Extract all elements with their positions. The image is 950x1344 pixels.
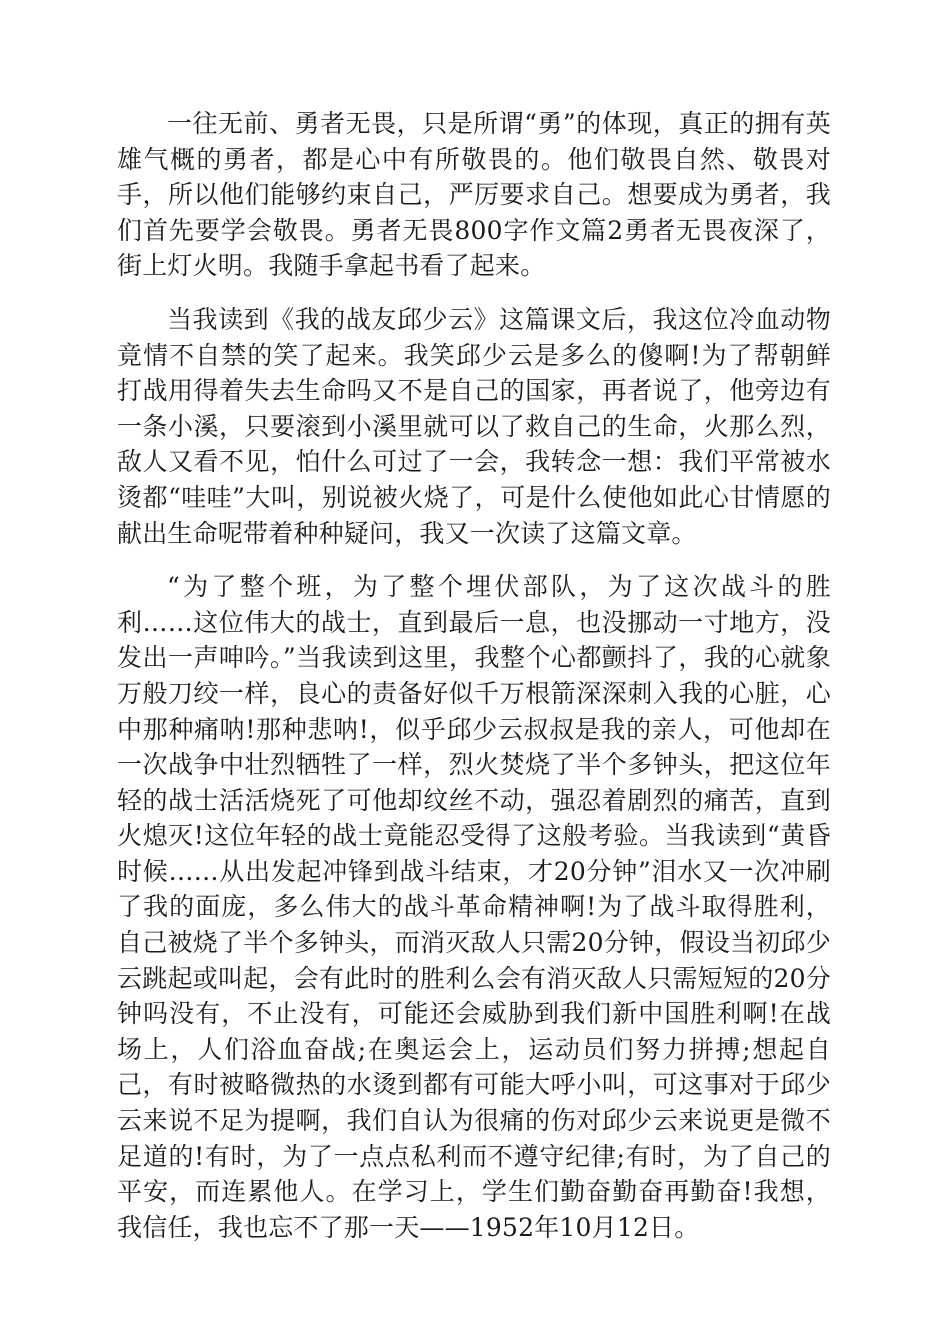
paragraph-3: “为了整个班，为了整个埋伏部队，为了这次战斗的胜利……这位伟大的战士，直到最后一息，也没挪动一寸地方，没发出一声呻吟。”当我读到这里，我整个心都颤抖了，我的心就象万般刀绞一样，良心的责备好似千万根箭深深刺入我的心脏，心中那种痛呐!那种悲呐!，似乎邱少云叔叔是我的亲人，可他却在一次战争中壮烈牺牲了一样，烈火焚烧了半个多钟头，把这位年轻的战士活活烧死了可他却纹丝不动，强忍着剧烈的痛苦，直到火熄灭!这位年轻的战士竟能忍受得了这般考验。当我读到“黄昏时候……从出发起冲锋到战斗结束，才20分钟”泪水又一次冲刷了我的面庞，多么伟大的战斗革命精神啊!为了战斗取得胜利，自己被烧了半个多钟头，而消灭敌人只需20分钟，假设当初邱少云跳起或叫起，会有此时的胜利么会有消灭敌人只需短短的20分钟吗没有，不止没有，可能还会威胁到我们新中国胜利啊!在战场上，人们浴血奋战;在奥运会上，运动员们努力拼搏;想起自己，有时被略微热的水烫到都有可能大呼小叫，可这事对于邱少云来说不足为提啊，我们自认为很痛的伤对邱少云来说更是微不足道的!有时，为了一点点私利而不遵守纪律;有时，为了自己的平安，而连累他人。在学习上，学生们勤奋勤奋再勤奋!我想，我信任，我也忘不了那一天——1952年10月12日。 bbox=[117, 572, 831, 1242]
paragraph-2: 当我读到《我的战友邱少云》这篇课文后，我这位冷血动物竟情不自禁的笑了起来。我笑邱少云是多么的傻啊!为了帮朝鲜打战用得着失去生命吗又不是自己的国家，再者说了，他旁边有一条小溪，只要滚到小溪里就可以了救自己的生命，火那么烈，敌人又看不见，怕什么可过了一会，我转念一想：我们平常被水烫都“哇哇”大叫，别说被火烧了，可是什么使他如此心甘情愿的献出生命呢带着种种疑问，我又一次读了这篇文章。 bbox=[117, 304, 831, 548]
paragraph-1: 一往无前、勇者无畏，只是所谓“勇”的体现，真正的拥有英雄气概的勇者，都是心中有所敬畏的。他们敬畏自然、敬畏对手，所以他们能够约束自己，严厉要求自己。想要成为勇者，我们首先要学会敬畏。勇者无畏800字作文篇2勇者无畏夜深了，街上灯火明。我随手拿起书看了起来。 bbox=[117, 109, 831, 281]
document-page bbox=[117, 106, 831, 1263]
